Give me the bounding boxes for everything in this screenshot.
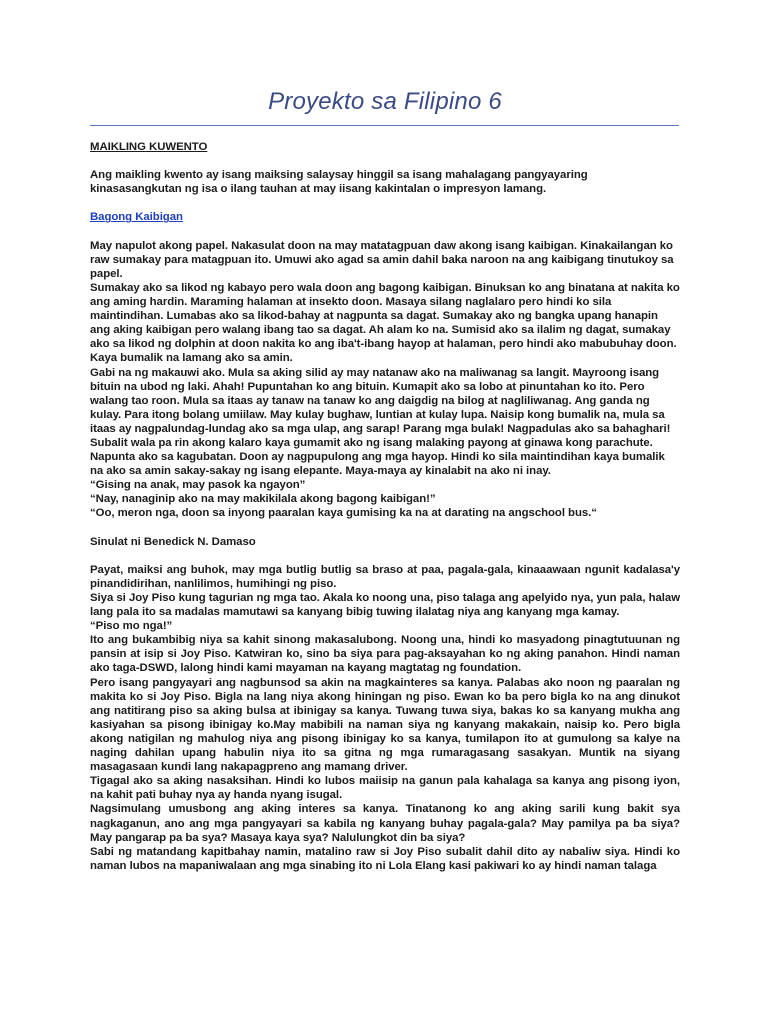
author-byline: Sinulat ni Benedick N. Damaso (90, 535, 256, 548)
story-title-link[interactable]: Bagong Kaibigan (90, 211, 183, 224)
section-heading: MAIKLING KUWENTO (90, 141, 208, 153)
dialogue-line: “Nay, nanaginip ako na may makikilala akong bagong kaibigan!” (90, 493, 436, 506)
story-paragraph: Nagsimulang umusbong ang aking interes sa kanya. Tinatanong ko ang aking sarili kung bakit sya nagkaganun, ano ang mga pangyayari sa kabila ng kanyang buhay pagala-gala? May pamilya pa ba siya? May pangarap pa ba sya? Masaya kaya sya? Nalulungkot din ba siya? (90, 803, 680, 844)
dialogue-line: “Piso mo nga!” (90, 620, 173, 633)
story-paragraph: Gabi na ng makauwi ako. Mula sa aking silid ay may natanaw ako na maliwanag sa langit. Mayroong isang bituin na ubod ng laki. Ahah! Pupuntahan ko ang bituin. Kumapit ako sa lobo at pinuntahan ko ito. Pero walang tao roon. Mula sa itaas ay tanaw na tanaw ko ang daigdig na bilog at nagliliwanag. Ang ganda ng kulay. Para itong bolang umiilaw. May kulay bughaw, luntian at kulay lupa. Naisip kong bumalik na, mula sa itaas ay nagpalundag-lundag ako sa mga ulap, ang sarap! Parang mga bulak! Nagpadulas ako sa bahaghari! Subalit wala pa rin akong kalaro kaya gumamit ako ng isang malaking payong at ginawa kong parachute. Napunta ako sa kagubatan. Doon ay nagpupulong ang mga hayop. Hindi ko sila maintindihan kaya bumalik na ako sa amin sakay-sakay ng isang elepante. Maya-maya ay kinalabit na ako ni inay. (90, 366, 671, 478)
story-paragraph: Pero isang pangyayari ang nagbunsod sa akin na magkainteres sa kanya. Palabas ako noon ng paaralan ng makita ko si Joy Piso. Bigla na lang niya akong hiningan ng piso. Ewan ko ba pero bigla ko na ang dinukot ang natitirang piso sa aking bulsa at ibinigay sa kanya. Tuwang tuwa siya, bakas ko sa kanyang mukha ang kasiyahan sa pisong ibinigay ko.May mabibili na naman siya ng kanyang makakain, naisip ko. Pero bigla akong natigilan ng mahulog niya ang pisong ibinigay ko sa kanya, tumilapon ito at gumulong sa kalye na naging dahilan upang habulin niya ito sa gitna ng mga rumaragasang sasakyan. Muntik na siyang masagasaan kundi lang nakapagpreno ang mamang driver. (90, 676, 680, 774)
dialogue-line: “Oo, meron nga, doon sa inyong paaralan kaya gumising ka na at darating na angschool bus.“ (90, 507, 597, 520)
story-paragraph: Payat, maiksi ang buhok, may mga butlig butlig sa braso at paa, pagala-gala, kinaaawaan ngunit kadalasa'y pinandidirihan, nanlilimos, humihingi ng piso. (90, 563, 680, 590)
story-one (90, 239, 680, 521)
story-paragraph: Sabi ng matandang kapitbahay namin, matalino raw si Joy Piso subalit dahil dito ay nabaliw siya. Hindi ko naman lubos na mapaniwalaan ang mga sinabing ito ni Lola Elang kasi pakiwari ko ay hindi naman talaga (90, 845, 680, 872)
story-paragraph: May napulot akong papel. Nakasulat doon na may matatagpuan daw akong isang kaibigan. Kinakailangan ko raw sumakay para matagpuan ito. Umuwi ako agad sa amin dahil baka naroon na ang kaibigang tinutukoy sa papel. (90, 239, 674, 280)
document-body (90, 140, 680, 873)
story-paragraph: Sumakay ako sa likod ng kabayo pero wala doon ang bagong kaibigan. Binuksan ko ang binatana at nakita ko ang aming hardin. Maraming halaman at insekto doon. Masaya silang naglalaro pero hindi ko sila maintindihan. Lumabas ako sa likod-bahay at nagpunta sa dagat. Sumakay ako ng bangka upang hanapin ang aking kaibigan pero walang ibang tao sa dagat. Ah alam ko na. Sumisid ako sa ilalim ng dagat, sumakay ako sa likod ng dolphin at doon nakita ko ang iba't-ibang hayop at halaman, pero hindi ako mabubuhay doon. Kaya bumalik na lamang ako sa amin. (90, 281, 680, 365)
title-divider (90, 125, 679, 126)
document-title: Proyekto sa Filipino 6 (268, 88, 502, 115)
story-paragraph: Ito ang bukambibig niya sa kahit sinong makasalubong. Noong una, hindi ko masyadong pinagtutuunan ng pansin at isip si Joy Piso. Katwiran ko, sino ba siya para pag-aksayahan ko ng aking panahon. Hindi naman ako taga-DSWD, lalong hindi kami mayaman na kayang magtatag ng foundation. (90, 634, 680, 675)
dialogue-line: “Gising na anak, may pasok ka ngayon” (90, 479, 306, 492)
story-paragraph: Tigagal ako sa aking nasaksihan. Hindi ko lubos maiisip na ganun pala kahalaga sa kanya ang pisong iyon, na kahit pati buhay nya ay handa nyang isugal. (90, 775, 680, 802)
definition-paragraph: Ang maikling kwento ay isang maiksing salaysay hinggil sa isang mahalagang pangyayaring kinasasangkutan ng isa o ilang tauhan at may iisang kakintalan o impresyon lamang. (90, 169, 588, 196)
story-two (90, 563, 680, 873)
story-paragraph: Siya si Joy Piso kung tagurian ng mga tao. Akala ko noong una, piso talaga ang apelyido nya, yun pala, halaw lang pala ito sa madalas mamutawi sa kanyang bibig tuwing ilalatag niya ang kanyang mga kamay. (90, 592, 680, 619)
